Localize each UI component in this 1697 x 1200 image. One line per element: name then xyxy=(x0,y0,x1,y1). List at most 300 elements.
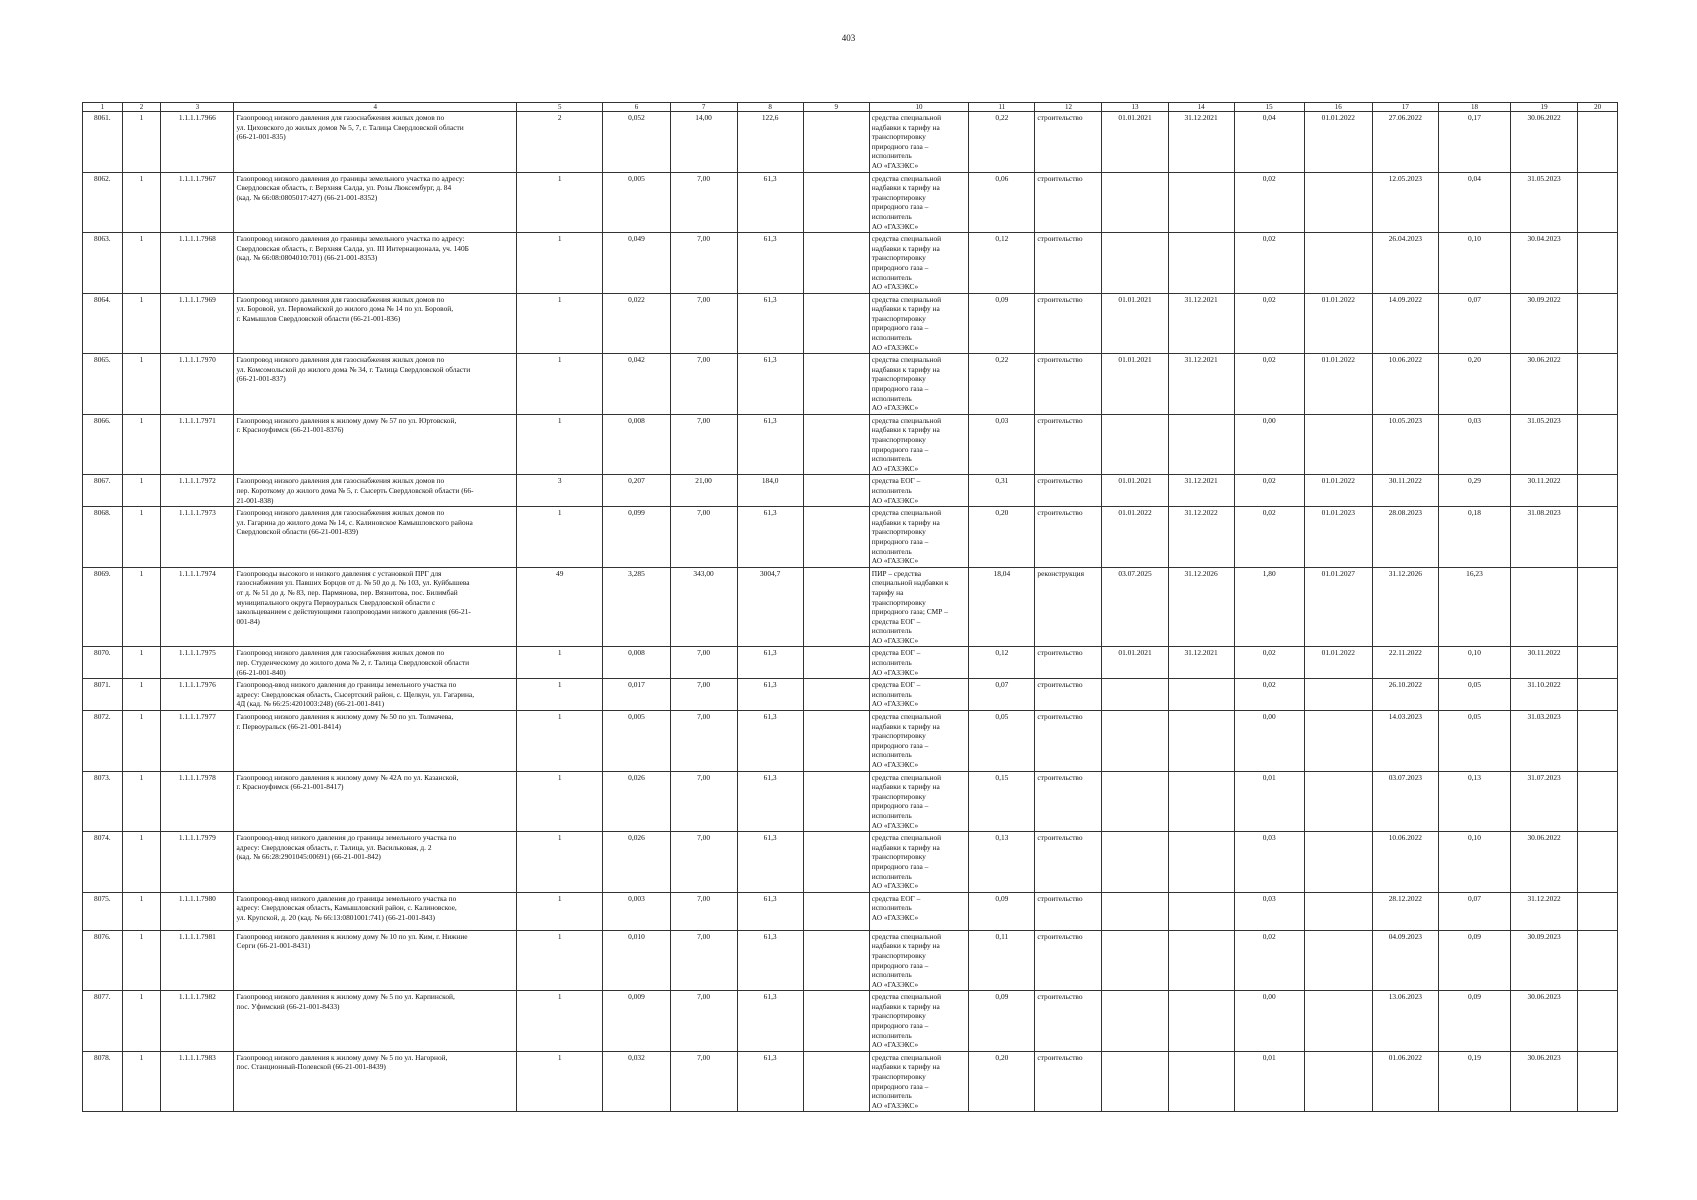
column-header: 17 xyxy=(1372,103,1438,112)
table-cell: 0,20 xyxy=(969,1051,1035,1112)
table-cell: строительство xyxy=(1035,771,1102,832)
table-cell xyxy=(1102,414,1168,475)
table-cell xyxy=(803,293,869,354)
table-cell: 0,09 xyxy=(969,293,1035,354)
table-cell: 0,12 xyxy=(969,647,1035,679)
table-cell: 61,3 xyxy=(737,647,803,679)
table-cell: строительство xyxy=(1035,930,1102,991)
table-cell: 0,09 xyxy=(969,892,1035,930)
table-cell: 0,07 xyxy=(969,679,1035,711)
table-cell: 0,18 xyxy=(1438,507,1510,568)
table-cell: средства специальной надбавки к тарифу на транспортировку природного газа – исполнитель АО «ГАЗЭКС» xyxy=(869,233,969,294)
table-cell: 7,00 xyxy=(670,832,737,893)
table-cell: 1 xyxy=(122,172,161,233)
table-cell: 3004,7 xyxy=(737,567,803,647)
table-cell: 1.1.1.1.7977 xyxy=(161,711,234,772)
table-cell: 1 xyxy=(517,507,603,568)
table-cell: 01.01.2022 xyxy=(1304,354,1372,415)
table-cell: 0,07 xyxy=(1438,892,1510,930)
table-cell: 8065. xyxy=(83,354,123,415)
table-cell: средства специальной надбавки к тарифу на транспортировку природного газа – исполнитель АО «ГАЗЭКС» xyxy=(869,832,969,893)
table-cell: 14.09.2022 xyxy=(1372,293,1438,354)
table-cell: 03.07.2023 xyxy=(1372,771,1438,832)
table-row xyxy=(83,679,1618,711)
table-cell xyxy=(1578,567,1618,647)
table-cell: реконструкция xyxy=(1035,567,1102,647)
table-cell: 30.11.2022 xyxy=(1511,475,1578,507)
table-cell xyxy=(803,112,869,173)
table-cell: 0,09 xyxy=(969,991,1035,1052)
table-cell: 0,17 xyxy=(1438,112,1510,173)
table-cell: 1.1.1.1.7966 xyxy=(161,112,234,173)
table-cell: 1 xyxy=(517,991,603,1052)
page-number: 403 xyxy=(841,33,856,43)
table-cell xyxy=(803,930,869,991)
table-cell: 1 xyxy=(517,711,603,772)
table-cell: 8074. xyxy=(83,832,123,893)
table-cell: 28.12.2022 xyxy=(1372,892,1438,930)
table-cell xyxy=(1168,711,1234,772)
table-cell: строительство xyxy=(1035,233,1102,294)
table-cell: 30.06.2022 xyxy=(1511,112,1578,173)
table-cell: средства специальной надбавки к тарифу на транспортировку природного газа – исполнитель АО «ГАЗЭКС» xyxy=(869,112,969,173)
table-cell: 0,01 xyxy=(1234,1051,1304,1112)
table-cell: 01.01.2022 xyxy=(1102,507,1168,568)
table-cell: 8076. xyxy=(83,930,123,991)
table-cell: 0,02 xyxy=(1234,647,1304,679)
table-cell: 10.06.2022 xyxy=(1372,832,1438,893)
table-cell: строительство xyxy=(1035,507,1102,568)
table-cell: строительство xyxy=(1035,1051,1102,1112)
table-row xyxy=(83,892,1618,930)
table-cell: Газопровод низкого давления для газоснабжения жилых домов по ул. Циховского до жилых домов № 5, 7, г. Талица Свердловской области (66-21-001-835) xyxy=(234,112,517,173)
table-cell: 31.12.2021 xyxy=(1168,354,1234,415)
table-cell: 8069. xyxy=(83,567,123,647)
table-cell: 184,0 xyxy=(737,475,803,507)
table-cell: 8073. xyxy=(83,771,123,832)
table-cell: 14,00 xyxy=(670,112,737,173)
table-cell xyxy=(1578,711,1618,772)
table-row xyxy=(83,771,1618,832)
table-cell: 01.01.2021 xyxy=(1102,475,1168,507)
table-cell: 31.12.2021 xyxy=(1168,475,1234,507)
table-cell xyxy=(1102,892,1168,930)
table-cell xyxy=(1578,679,1618,711)
column-header: 3 xyxy=(161,103,234,112)
table-cell: 0,10 xyxy=(1438,647,1510,679)
table-row xyxy=(83,1051,1618,1112)
table-cell: 0,02 xyxy=(1234,507,1304,568)
table-cell: 0,20 xyxy=(969,507,1035,568)
table-cell: средства специальной надбавки к тарифу на транспортировку природного газа – исполнитель АО «ГАЗЭКС» xyxy=(869,771,969,832)
column-header: 12 xyxy=(1035,103,1102,112)
table-cell: 0,008 xyxy=(603,647,670,679)
table-cell: 01.01.2023 xyxy=(1304,507,1372,568)
table-cell xyxy=(1578,1051,1618,1112)
table-cell xyxy=(803,892,869,930)
table-cell: 0,207 xyxy=(603,475,670,507)
table-cell: 61,3 xyxy=(737,507,803,568)
table-cell: 31.07.2023 xyxy=(1511,771,1578,832)
table-cell: 61,3 xyxy=(737,1051,803,1112)
table-cell: 61,3 xyxy=(737,991,803,1052)
table-cell: 1.1.1.1.7969 xyxy=(161,293,234,354)
table-cell: средства специальной надбавки к тарифу на транспортировку природного газа – исполнитель АО «ГАЗЭКС» xyxy=(869,930,969,991)
table-cell xyxy=(1102,771,1168,832)
table-cell: средства специальной надбавки к тарифу на транспортировку природного газа – исполнитель АО «ГАЗЭКС» xyxy=(869,1051,969,1112)
table-row xyxy=(83,414,1618,475)
table-cell: 1 xyxy=(122,679,161,711)
table-cell: средства специальной надбавки к тарифу на транспортировку природного газа – исполнитель АО «ГАЗЭКС» xyxy=(869,354,969,415)
table-cell xyxy=(1304,930,1372,991)
table-row xyxy=(83,233,1618,294)
table-cell: 1 xyxy=(517,354,603,415)
table-cell: 30.09.2022 xyxy=(1511,293,1578,354)
column-number-row xyxy=(83,103,1618,112)
table-cell: 0,00 xyxy=(1234,711,1304,772)
table-cell xyxy=(1578,233,1618,294)
table-cell: 1.1.1.1.7982 xyxy=(161,991,234,1052)
table-cell: 1 xyxy=(517,293,603,354)
table-cell: 1.1.1.1.7972 xyxy=(161,475,234,507)
table-cell: 1 xyxy=(517,771,603,832)
table-cell xyxy=(1304,711,1372,772)
table-cell: 0,02 xyxy=(1234,172,1304,233)
table-cell: строительство xyxy=(1035,832,1102,893)
table-cell: 31.12.2022 xyxy=(1511,892,1578,930)
table-cell: средства специальной надбавки к тарифу на транспортировку природного газа – исполнитель АО «ГАЗЭКС» xyxy=(869,711,969,772)
table-cell: 01.01.2022 xyxy=(1304,647,1372,679)
table-cell: 18,04 xyxy=(969,567,1035,647)
table-cell xyxy=(1168,233,1234,294)
table-cell: 31.12.2021 xyxy=(1168,293,1234,354)
table-cell xyxy=(803,679,869,711)
table-cell: 1 xyxy=(517,647,603,679)
table-cell: 30.06.2022 xyxy=(1511,354,1578,415)
table-cell: 0,099 xyxy=(603,507,670,568)
table-cell: 1 xyxy=(122,293,161,354)
table-cell xyxy=(1511,567,1578,647)
table-cell: 8063. xyxy=(83,233,123,294)
table-cell: 8064. xyxy=(83,293,123,354)
table-cell: 03.07.2025 xyxy=(1102,567,1168,647)
column-header: 5 xyxy=(517,103,603,112)
table-row xyxy=(83,991,1618,1052)
table-cell: 0,042 xyxy=(603,354,670,415)
table-cell: 31.05.2023 xyxy=(1511,414,1578,475)
table-cell: 30.06.2023 xyxy=(1511,1051,1578,1112)
table-cell: 1.1.1.1.7983 xyxy=(161,1051,234,1112)
table-cell: 1 xyxy=(517,679,603,711)
table-cell xyxy=(1102,930,1168,991)
table-cell: 1 xyxy=(517,414,603,475)
table-cell xyxy=(1578,647,1618,679)
table-cell: Газопровод низкого давления к жилому дому № 57 по ул. Юртовской, г. Красноуфимск (66-21-001-8376) xyxy=(234,414,517,475)
table-cell: 1.1.1.1.7970 xyxy=(161,354,234,415)
table-cell xyxy=(1102,172,1168,233)
table-cell: строительство xyxy=(1035,892,1102,930)
table-cell: 1.1.1.1.7975 xyxy=(161,647,234,679)
table-cell: Газопровод низкого давления для газоснабжения жилых домов по ул. Комсомольской до жилого дома № 34, г. Талица Свердловской области (66-21-001-837) xyxy=(234,354,517,415)
table-cell: 0,02 xyxy=(1234,475,1304,507)
table-cell: 1 xyxy=(122,112,161,173)
table-cell: Газопровод-ввод низкого давления до границы земельного участка по адресу: Свердловская область, Сысертский район, с. Щелкун, ул. Гагарина, 4Д (кад. № 66:25:4201003:248) (66-21-001-841) xyxy=(234,679,517,711)
table-cell: 0,005 xyxy=(603,172,670,233)
table-cell: 1 xyxy=(517,172,603,233)
column-header: 20 xyxy=(1578,103,1618,112)
table-cell: 7,00 xyxy=(670,991,737,1052)
table-cell: 7,00 xyxy=(670,233,737,294)
table-cell: 8062. xyxy=(83,172,123,233)
table-cell: Газопровод низкого давления до границы земельного участка по адресу: Свердловская область, г. Верхняя Салда, ул. III Интернационала, уч. 140Б (кад. № 66:08:0804010:701) (66-21-001-8353) xyxy=(234,233,517,294)
table-cell: 0,032 xyxy=(603,1051,670,1112)
table-cell: 1 xyxy=(122,354,161,415)
table-cell: 13.06.2023 xyxy=(1372,991,1438,1052)
table-cell: 0,02 xyxy=(1234,293,1304,354)
table-cell: Газопровод низкого давления к жилому дому № 42А по ул. Казанской, г. Красноуфимск (66-21-001-8417) xyxy=(234,771,517,832)
table-cell xyxy=(1102,679,1168,711)
table-cell: 61,3 xyxy=(737,233,803,294)
table-cell: 1.1.1.1.7981 xyxy=(161,930,234,991)
column-header: 10 xyxy=(869,103,969,112)
column-header: 14 xyxy=(1168,103,1234,112)
table-cell: 0,010 xyxy=(603,930,670,991)
table-cell: 0,13 xyxy=(969,832,1035,893)
table-cell: 01.01.2021 xyxy=(1102,112,1168,173)
table-cell: 8068. xyxy=(83,507,123,568)
table-cell: 8061. xyxy=(83,112,123,173)
table-cell: 10.05.2023 xyxy=(1372,414,1438,475)
table-cell: 61,3 xyxy=(737,892,803,930)
table-cell: 0,22 xyxy=(969,112,1035,173)
table-cell: 61,3 xyxy=(737,414,803,475)
table-cell: 21,00 xyxy=(670,475,737,507)
column-header: 15 xyxy=(1234,103,1304,112)
table-cell: строительство xyxy=(1035,647,1102,679)
table-cell: Газопровод низкого давления для газоснабжения жилых домов по пер. Короткому до жилого дома № 5, г. Сысерть Свердловской области (66- 21-001-838) xyxy=(234,475,517,507)
column-header: 1 xyxy=(83,103,123,112)
table-cell: строительство xyxy=(1035,112,1102,173)
table-cell: 1 xyxy=(122,930,161,991)
table-cell: 1.1.1.1.7973 xyxy=(161,507,234,568)
column-header: 8 xyxy=(737,103,803,112)
table-cell: 1 xyxy=(122,475,161,507)
table-cell xyxy=(1102,832,1168,893)
table-cell: 01.01.2022 xyxy=(1304,112,1372,173)
table-cell: 31.12.2021 xyxy=(1168,112,1234,173)
column-header: 7 xyxy=(670,103,737,112)
table-cell: 1.1.1.1.7980 xyxy=(161,892,234,930)
table-row xyxy=(83,354,1618,415)
table-cell: 0,10 xyxy=(1438,832,1510,893)
table-row xyxy=(83,711,1618,772)
table-cell xyxy=(1168,832,1234,893)
table-cell: 0,02 xyxy=(1234,679,1304,711)
table-cell: Газопроводы высокого и низкого давления с установкой ПРГ для газоснабжения ул. Павших Борцов от д. № 50 до д. № 103, ул. Куйбышева от д. № 51 до д. № 83, пер. Пармянова, пер. Вязнитова, пос. Билимбай муниципального округа Первоуральск Свердловской области с закольцеванием с действующими газопроводами низкого давления (66-21- 001-84) xyxy=(234,567,517,647)
table-cell xyxy=(803,475,869,507)
table-cell xyxy=(803,991,869,1052)
table-cell: 0,06 xyxy=(969,172,1035,233)
table-cell: 0,13 xyxy=(1438,771,1510,832)
table-cell: 0,03 xyxy=(1234,832,1304,893)
table-cell: строительство xyxy=(1035,293,1102,354)
table-cell: средства специальной надбавки к тарифу на транспортировку природного газа – исполнитель АО «ГАЗЭКС» xyxy=(869,991,969,1052)
table-cell: 1.1.1.1.7967 xyxy=(161,172,234,233)
table-cell: 0,052 xyxy=(603,112,670,173)
table-cell: 16,23 xyxy=(1438,567,1510,647)
table-cell: 61,3 xyxy=(737,930,803,991)
table-cell: 0,20 xyxy=(1438,354,1510,415)
table-cell: 8075. xyxy=(83,892,123,930)
table-cell xyxy=(1102,1051,1168,1112)
table-cell: 1 xyxy=(122,233,161,294)
table-cell: 0,12 xyxy=(969,233,1035,294)
table-cell: 01.01.2021 xyxy=(1102,647,1168,679)
table-cell: 61,3 xyxy=(737,354,803,415)
table-cell: 2 xyxy=(517,112,603,173)
table-cell xyxy=(1168,172,1234,233)
table-cell: строительство xyxy=(1035,679,1102,711)
table-cell: 61,3 xyxy=(737,832,803,893)
table-cell: ПИР – средства специальной надбавки к тарифу на транспортировку природного газа; СМР – средства ЕОГ – исполнитель АО «ГАЗЭКС» xyxy=(869,567,969,647)
table-cell: строительство xyxy=(1035,414,1102,475)
table-cell xyxy=(1168,771,1234,832)
table-cell: 0,22 xyxy=(969,354,1035,415)
table-cell: 61,3 xyxy=(737,771,803,832)
table-cell: 1 xyxy=(122,507,161,568)
table-cell: 7,00 xyxy=(670,1051,737,1112)
table-cell xyxy=(803,1051,869,1112)
column-header: 18 xyxy=(1438,103,1510,112)
table-cell: 0,03 xyxy=(1234,892,1304,930)
table-cell: 0,09 xyxy=(1438,991,1510,1052)
table-cell: 1.1.1.1.7979 xyxy=(161,832,234,893)
table-cell: 31.12.2022 xyxy=(1168,507,1234,568)
table-cell: 0,04 xyxy=(1234,112,1304,173)
table-cell: 0,02 xyxy=(1234,233,1304,294)
table-cell xyxy=(1578,293,1618,354)
table-cell xyxy=(803,567,869,647)
table-cell: 30.06.2022 xyxy=(1511,832,1578,893)
table-cell: 31.08.2023 xyxy=(1511,507,1578,568)
column-header: 13 xyxy=(1102,103,1168,112)
table-cell: 0,15 xyxy=(969,771,1035,832)
table-cell: 7,00 xyxy=(670,354,737,415)
table-cell xyxy=(803,771,869,832)
table-cell xyxy=(1102,991,1168,1052)
table-cell xyxy=(803,832,869,893)
table-row xyxy=(83,930,1618,991)
table-cell: 31.10.2022 xyxy=(1511,679,1578,711)
table-cell: средства ЕОГ – исполнитель АО «ГАЗЭКС» xyxy=(869,647,969,679)
table-cell: 61,3 xyxy=(737,172,803,233)
table-cell xyxy=(1578,475,1618,507)
table-cell xyxy=(1168,414,1234,475)
table-cell: 0,003 xyxy=(603,892,670,930)
table-cell: 8070. xyxy=(83,647,123,679)
table-cell xyxy=(1578,354,1618,415)
table-cell: 343,00 xyxy=(670,567,737,647)
table-cell: 3 xyxy=(517,475,603,507)
table-cell: 1 xyxy=(122,647,161,679)
table-cell: 8067. xyxy=(83,475,123,507)
table-cell: 0,01 xyxy=(1234,771,1304,832)
table-cell: Газопровод низкого давления для газоснабжения жилых домов по пер. Студенческому до жилого дома № 2, г. Талица Свердловской области (66-21-001-840) xyxy=(234,647,517,679)
column-header: 6 xyxy=(603,103,670,112)
table-cell: 31.12.2026 xyxy=(1168,567,1234,647)
table-cell: Газопровод низкого давления к жилому дому № 5 по ул. Карпинской, пос. Уфимский (66-21-001-8433) xyxy=(234,991,517,1052)
table-row xyxy=(83,475,1618,507)
table-cell: 31.12.2021 xyxy=(1168,647,1234,679)
table-cell: 01.01.2027 xyxy=(1304,567,1372,647)
table-cell: 01.01.2021 xyxy=(1102,293,1168,354)
table-cell: 1 xyxy=(122,991,161,1052)
column-header: 2 xyxy=(122,103,161,112)
table-cell: средства специальной надбавки к тарифу на транспортировку природного газа – исполнитель АО «ГАЗЭКС» xyxy=(869,507,969,568)
table-cell xyxy=(803,233,869,294)
table-cell: 0,005 xyxy=(603,711,670,772)
table-cell xyxy=(1102,233,1168,294)
table-cell: 1 xyxy=(122,832,161,893)
table-cell: строительство xyxy=(1035,991,1102,1052)
table-cell: Газопровод низкого давления к жилому дому № 5 по ул. Нагорной, пос. Станционный-Полевской (66-21-001-8439) xyxy=(234,1051,517,1112)
table-cell: 1 xyxy=(517,832,603,893)
table-cell: 31.05.2023 xyxy=(1511,172,1578,233)
table-cell: 3,285 xyxy=(603,567,670,647)
table-cell: 7,00 xyxy=(670,679,737,711)
table-cell xyxy=(803,711,869,772)
table-cell: 1 xyxy=(122,567,161,647)
table-cell: строительство xyxy=(1035,711,1102,772)
table-cell: Газопровод низкого давления для газоснабжения жилых домов по ул. Боровой, ул. Первомайской до жилого дома № 14 по ул. Боровой, г. Камышлов Свердловской области (66-21-001-836) xyxy=(234,293,517,354)
table-cell xyxy=(1168,892,1234,930)
table-cell: 1 xyxy=(122,771,161,832)
table-cell: 12.05.2023 xyxy=(1372,172,1438,233)
table-cell: средства специальной надбавки к тарифу на транспортировку природного газа – исполнитель АО «ГАЗЭКС» xyxy=(869,414,969,475)
table-cell: 1 xyxy=(517,1051,603,1112)
table-cell: 0,02 xyxy=(1234,354,1304,415)
table-cell: 0,009 xyxy=(603,991,670,1052)
table-cell xyxy=(1304,679,1372,711)
table-cell: Газопровод низкого давления к жилому дому № 10 по ул. Ким, г. Нижние Серги (66-21-001-8431) xyxy=(234,930,517,991)
table-cell: Газопровод-ввод низкого давления до границы земельного участка по адресу: Свердловская область, Камышловский район, с. Калиновское, ул. Крупской, д. 20 (кад. № 66:13:0801001:741) (66-21-001-843) xyxy=(234,892,517,930)
table-cell: 8066. xyxy=(83,414,123,475)
table-cell xyxy=(1578,414,1618,475)
table-cell xyxy=(1578,991,1618,1052)
table-cell xyxy=(1304,991,1372,1052)
table-cell: 61,3 xyxy=(737,293,803,354)
table-cell: 1.1.1.1.7971 xyxy=(161,414,234,475)
table-cell: 61,3 xyxy=(737,679,803,711)
table-cell: 04.09.2023 xyxy=(1372,930,1438,991)
table-cell: 8078. xyxy=(83,1051,123,1112)
table-cell: средства ЕОГ – исполнитель АО «ГАЗЭКС» xyxy=(869,475,969,507)
table-cell: 7,00 xyxy=(670,172,737,233)
table-body xyxy=(83,112,1618,1112)
table-cell: 0,05 xyxy=(1438,711,1510,772)
table-cell: 0,31 xyxy=(969,475,1035,507)
table-cell: 7,00 xyxy=(670,293,737,354)
table-cell xyxy=(1578,507,1618,568)
table-row xyxy=(83,293,1618,354)
table-cell xyxy=(1304,892,1372,930)
table-cell: 7,00 xyxy=(670,892,737,930)
table-cell xyxy=(803,172,869,233)
table-cell: 0,19 xyxy=(1438,1051,1510,1112)
table-row xyxy=(83,172,1618,233)
table-cell: 0,049 xyxy=(603,233,670,294)
table-cell: Газопровод низкого давления для газоснабжения жилых домов по ул. Гагарина до жилого дома № 14, с. Калиновское Камышловского района Свердловской области (66-21-001-839) xyxy=(234,507,517,568)
